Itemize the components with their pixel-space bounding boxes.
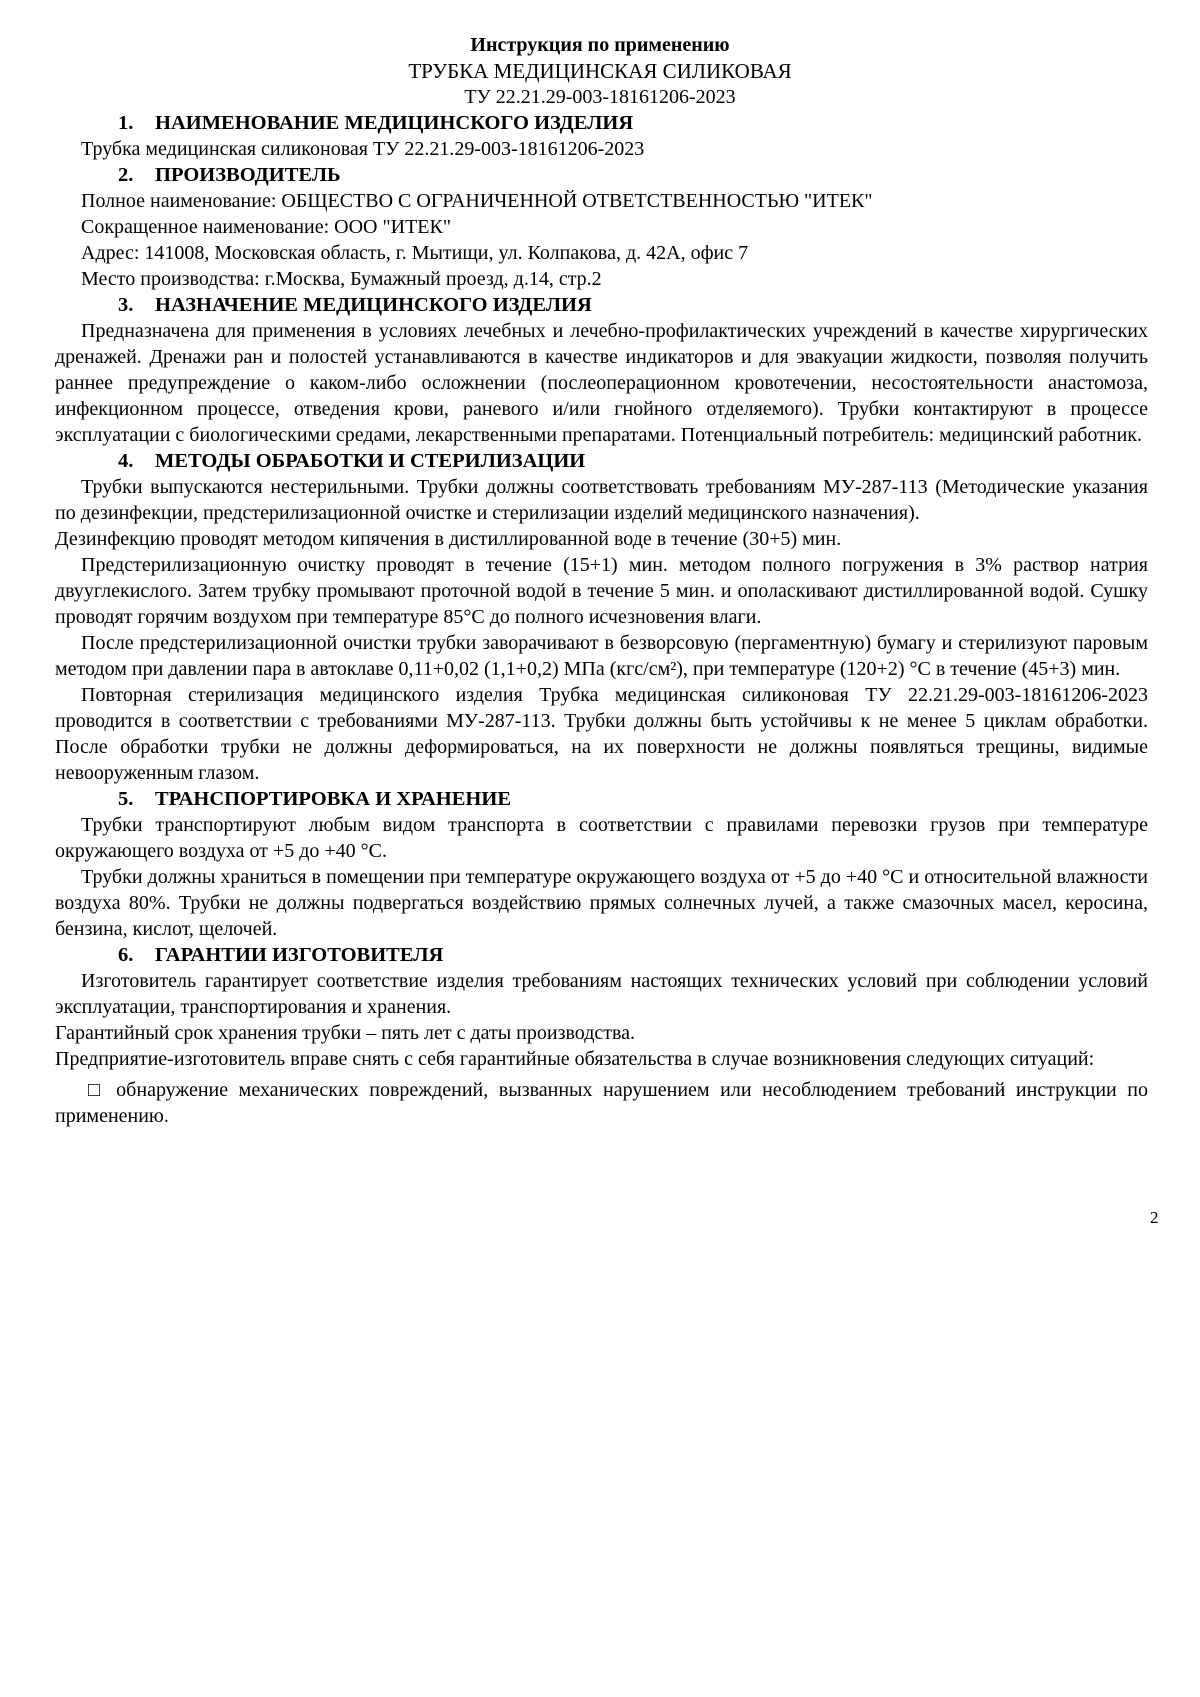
document-header [0,0,1200,110]
section-number: 5. [118,788,134,810]
section-number: 4. [118,450,134,472]
bullet-paragraph: □ обнаружение механических повреждений, вызванных нарушением или несоблюдением требований инструкции по применению. [55,1079,1148,1127]
section-title: НАИМЕНОВАНИЕ МЕДИЦИНСКОГО ИЗДЕЛИЯ [155,112,634,134]
paragraph: Полное наименование: ОБЩЕСТВО С ОГРАНИЧЕННОЙ ОТВЕТСТВЕННОСТЬЮ "ИТЕК" [81,190,873,212]
paragraph: Сокращенное наименование: ООО "ИТЕК" [81,216,452,238]
paragraph: Предприятие-изготовитель вправе снять с себя гарантийные обязательства в случае возникновения следующих ситуаций: [55,1048,1095,1070]
section-heading-2 [55,162,1148,188]
section-title: МЕТОДЫ ОБРАБОТКИ И СТЕРИЛИЗАЦИИ [155,450,586,472]
section-heading-6 [55,942,1148,968]
doc-product-name: ТРУБКА МЕДИЦИНСКАЯ СИЛИКОВАЯ [408,59,792,83]
paragraph: Гарантийный срок хранения трубки – пять лет с даты производства. [55,1022,636,1044]
paragraph: После предстерилизационной очистки трубки заворачивают в безворсовую (пергаментную) бумагу и стерилизуют паровым методом при давлении пара в автоклаве 0,11+0,02 (1,1+0,2) МПа (кгс/см²), при температуре (120+2) °С в течение (45+3) мин. [55,632,1148,680]
paragraph: Трубки должны храниться в помещении при температуре окружающего воздуха от +5 до +40 °С и относительной влажности воздуха 80%. Трубки не должны подвергаться воздействию прямых солнечных лучей, а также смазочных масел, керосина, бензина, кислот, щелочей. [55,866,1148,940]
document-body [0,110,1200,1129]
page-number: 2 [1150,1208,1159,1227]
paragraph: Предназначена для применения в условиях лечебных и лечебно-профилактических учреждений в качестве хирургических дренажей. Дренажи ран и полостей устанавливаются в качестве индикаторов и для эвакуации жидкости, позволяя получить раннее предупреждение о каком-либо осложнении (послеоперационном кровотечении, несостоятельности анастомоза, инфекционном процессе, отведения крови, раневого и/или гнойного отделяемого). Трубки контактируют в процессе эксплуатации с биологическими средами, лекарственными препаратами. Потенциальный потребитель: медицинский работник. [55,320,1148,446]
section-number: 1. [118,112,134,134]
section-heading-3 [55,292,1148,318]
section-heading-4 [55,448,1148,474]
section-heading-1 [55,110,1148,136]
doc-tu-number: ТУ 22.21.29-003-18161206-2023 [464,86,736,108]
paragraph: Предстерилизационную очистку проводят в течение (15+1) мин. методом полного погружения в 3% раствор натрия двууглекислого. Затем трубку промывают проточной водой в течение 5 мин. и ополаскивают дистиллированной водой. Сушку проводят горячим воздухом при температуре 85°С до полного исчезновения влаги. [55,554,1148,628]
paragraph: Место производства: г.Москва, Бумажный проезд, д.14, стр.2 [81,268,602,290]
paragraph: Повторная стерилизация медицинского изделия Трубка медицинская силиконовая ТУ 22.21.29-003-18161206-2023 проводится в соответствии с требованиями МУ-287-113. Трубки должны быть устойчивы к не менее 5 циклам обработки. После обработки трубки не должны деформироваться, на их поверхности не должны появляться трещины, видимые невооруженным глазом. [55,684,1148,784]
paragraph: Трубки выпускаются нестерильными. Трубки должны соответствовать требованиям МУ-287-113 (Методические указания по дезинфекции, предстерилизационной очистке и стерилизации изделий медицинского назначения). [55,476,1148,524]
doc-title: Инструкция по применению [470,34,730,56]
section-heading-5 [55,786,1148,812]
paragraph: Трубки транспортируют любым видом транспорта в соответствии с правилами перевозки грузов при температуре окружающего воздуха от +5 до +40 °С. [55,814,1148,862]
section-title: ГАРАНТИИ ИЗГОТОВИТЕЛЯ [155,944,444,966]
section-number: 6. [118,944,134,966]
section-title: НАЗНАЧЕНИЕ МЕДИЦИНСКОГО ИЗДЕЛИЯ [155,294,592,316]
paragraph: Изготовитель гарантирует соответствие изделия требованиям настоящих технических условий при соблюдении условий эксплуатации, транспортирования и хранения. [55,970,1148,1018]
section-number: 3. [118,294,134,316]
paragraph: Дезинфекцию проводят методом кипячения в дистиллированной воде в течение (30+5) мин. [55,528,842,550]
section-title: ТРАНСПОРТИРОВКА И ХРАНЕНИЕ [155,788,511,810]
section-title: ПРОИЗВОДИТЕЛЬ [155,164,341,186]
paragraph: Адрес: 141008, Московская область, г. Мытищи, ул. Колпакова, д. 42А, офис 7 [81,242,749,264]
paragraph: Трубка медицинская силиконовая ТУ 22.21.29-003-18161206-2023 [81,138,645,160]
section-number: 2. [118,164,134,186]
